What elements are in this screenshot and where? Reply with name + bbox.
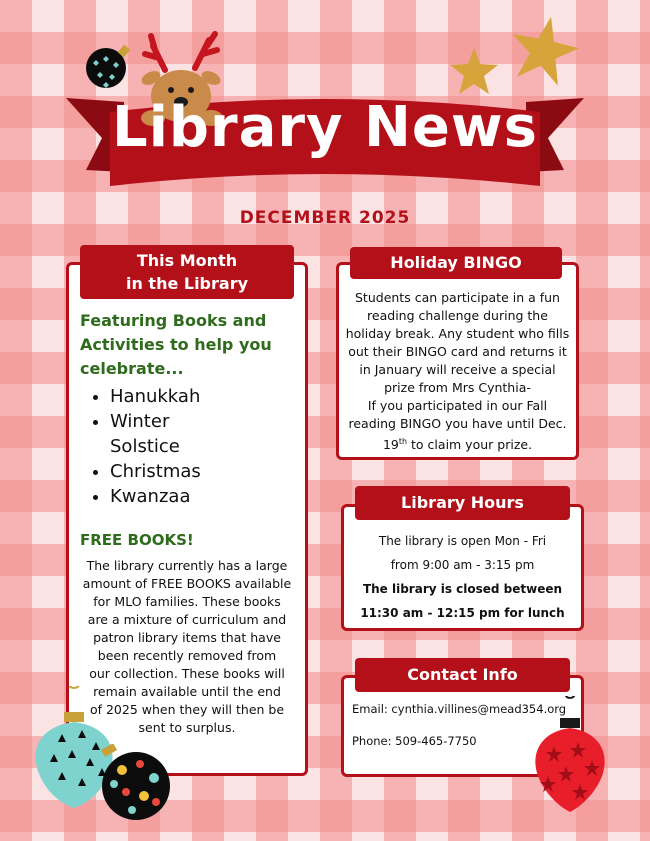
this-month-heading-line1: This Month [136,251,238,270]
hours-text [345,529,580,625]
ornament-icon [82,40,130,92]
text-line: If you participated in our Fall [367,398,548,413]
contact-phone[interactable]: Phone: 509-465-7750 [352,734,477,748]
featuring-heading [80,309,300,381]
list-item-text: Winter [110,411,170,432]
text-line: our collection. These books will [89,666,285,681]
featuring-line: Featuring Books and [80,311,267,330]
text-line: from 9:00 am - 3:15 pm [390,558,535,572]
star-icon [448,46,500,96]
text-line: The library currently has a large [86,558,288,573]
holiday-list [88,384,288,509]
contact-email[interactable]: Email: cynthia.villines@mead354.org [352,702,567,716]
text-line: reading challenge during the [367,308,548,323]
list-item: • Hanukkah [110,384,288,409]
text-line: been recently removed from [97,648,277,663]
star-icon [508,14,580,86]
ornament-icon [98,744,174,822]
bingo-heading: Holiday BINGO [350,247,562,279]
featuring-line: celebrate... [80,359,184,378]
bingo-text [340,289,575,454]
text-line: Students can participate in a fun [355,290,560,305]
list-item: • Kwanzaa [110,484,288,509]
text-line: out their BINGO card and returns it [348,344,567,359]
free-books-heading: FREE BOOKS! [80,531,194,549]
text-line: for MLO families. These books [93,594,281,609]
text-line: in January will receive a special [359,362,556,377]
contact-heading: Contact Info [355,658,570,692]
text-line: patron library items that have [93,630,281,645]
text-line: of 2025 when they will then be [89,702,285,717]
list-item: • Christmas [110,459,288,484]
hours-heading: Library Hours [355,486,570,520]
this-month-heading [80,245,294,299]
text-fragment: 19 [382,437,399,453]
text-line: The library is closed between [362,582,563,596]
text-line: reading BINGO you have until Dec. [348,416,567,431]
text-line: The library is open Mon - Fri [378,534,547,548]
this-month-heading-line2: in the Library [125,274,249,293]
newsletter-date: DECEMBER 2025 [239,208,411,228]
text-fragment: to claim your prize. [407,437,533,453]
text-line: remain available until the end [93,684,281,699]
featuring-line: Activities to help you [80,335,272,354]
text-line: sent to surplus. [138,720,236,735]
text-superscript: th [398,437,408,446]
ornament-icon [530,696,610,814]
text-line: are a mixture of curriculum and [87,612,287,627]
text-line: prize from Mrs Cynthia- [384,380,531,395]
list-item-text: Solstice [110,436,180,457]
text-line: 11:30 am - 12:15 pm for lunch [360,606,565,620]
newsletter-title: Library News [112,95,538,160]
list-item [110,409,288,459]
text-line [340,433,575,454]
text-line: amount of FREE BOOKS available [82,576,292,591]
text-line: holiday break. Any student who fills [345,326,570,341]
